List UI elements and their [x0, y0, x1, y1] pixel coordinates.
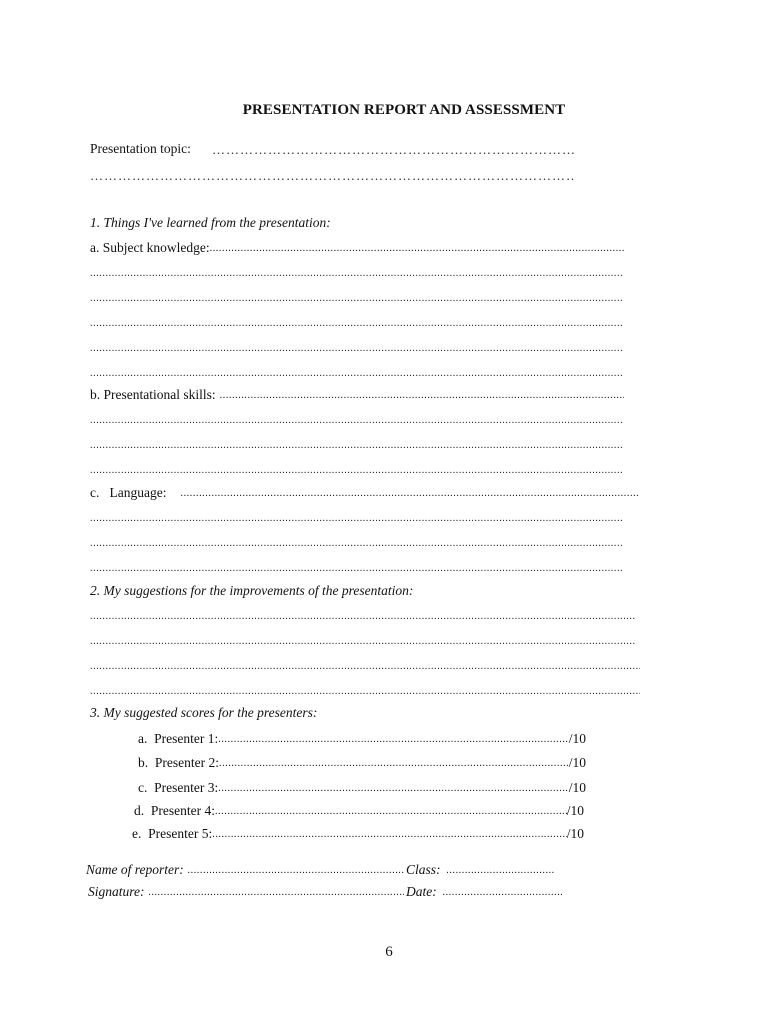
- topic-field[interactable]: [212, 142, 576, 158]
- score-max: /10: [568, 780, 586, 795]
- class-label: Class:: [406, 862, 441, 877]
- signature-label: Signature:: [88, 884, 145, 899]
- subject-knowledge-line[interactable]: [90, 268, 622, 280]
- section1-heading: 1. Things I've learned from the presentation:: [90, 215, 331, 230]
- presentational-skills-label: b. Presentational skills:: [90, 387, 216, 402]
- presenter-score-row: [132, 825, 584, 845]
- date-label: Date:: [406, 884, 437, 899]
- language-label: c. Language:: [90, 485, 167, 500]
- presenter-score-row: [138, 730, 586, 750]
- presenter-score-field[interactable]: [218, 780, 569, 798]
- date-row: [406, 883, 562, 903]
- date-field[interactable]: [443, 884, 562, 902]
- subject-knowledge-line[interactable]: [90, 318, 622, 330]
- presentational-skills-row: [90, 386, 624, 406]
- class-field[interactable]: [447, 862, 554, 880]
- score-max: /10: [568, 755, 586, 770]
- section2-heading: 2. My suggestions for the improvements of the presentation:: [90, 583, 414, 598]
- score-max: /10: [568, 731, 586, 746]
- page-title: PRESENTATION REPORT AND ASSESSMENT: [242, 102, 566, 118]
- class-row: [406, 861, 554, 881]
- presentational-skills-field[interactable]: [220, 387, 624, 405]
- subject-knowledge-label: a. Subject knowledge:: [90, 240, 210, 255]
- suggestions-line[interactable]: [90, 636, 636, 648]
- subject-knowledge-row: [90, 239, 624, 259]
- score-max: /10: [566, 803, 584, 818]
- presentational-skills-line[interactable]: [90, 465, 622, 477]
- presenter-label: e. Presenter 5:: [132, 826, 213, 841]
- suggestions-line[interactable]: [90, 661, 640, 673]
- topic-label: Presentation topic:: [90, 141, 191, 156]
- presenter-label: a. Presenter 1:: [138, 731, 219, 746]
- language-line[interactable]: [90, 563, 622, 575]
- presenter-label: d. Presenter 4:: [134, 803, 215, 818]
- presenter-score-field[interactable]: [219, 755, 569, 773]
- page-number: 6: [385, 944, 393, 960]
- presenter-score-row: [134, 802, 584, 822]
- presentational-skills-line[interactable]: [90, 415, 624, 427]
- presenter-score-field[interactable]: [218, 731, 569, 749]
- reporter-label: Name of reporter:: [86, 862, 184, 877]
- suggestions-line[interactable]: [90, 611, 636, 623]
- presenter-label: b. Presenter 2:: [138, 755, 219, 770]
- section3-heading: 3. My suggested scores for the presenters:: [90, 705, 318, 720]
- reporter-name-field[interactable]: [188, 862, 404, 880]
- presenter-label: c. Presenter 3:: [138, 780, 219, 795]
- presenter-score-field[interactable]: [212, 826, 567, 844]
- subject-knowledge-field[interactable]: [210, 240, 624, 258]
- subject-knowledge-line[interactable]: [90, 368, 622, 380]
- language-field[interactable]: [180, 485, 640, 503]
- signature-row: [88, 883, 404, 903]
- suggestions-line[interactable]: [90, 686, 640, 698]
- signature-field[interactable]: [149, 884, 405, 902]
- subject-knowledge-line[interactable]: [90, 343, 624, 355]
- score-max: /10: [566, 826, 584, 841]
- presenter-score-field[interactable]: [215, 803, 567, 821]
- presentational-skills-line[interactable]: [90, 440, 624, 452]
- reporter-row: [86, 861, 404, 881]
- language-line[interactable]: [90, 538, 622, 550]
- topic-field-line-2[interactable]: [90, 168, 574, 184]
- presenter-score-row: [138, 779, 586, 799]
- presenter-score-row: [138, 754, 586, 774]
- language-row: [90, 484, 640, 504]
- subject-knowledge-line[interactable]: [90, 293, 624, 305]
- language-line[interactable]: [90, 513, 624, 525]
